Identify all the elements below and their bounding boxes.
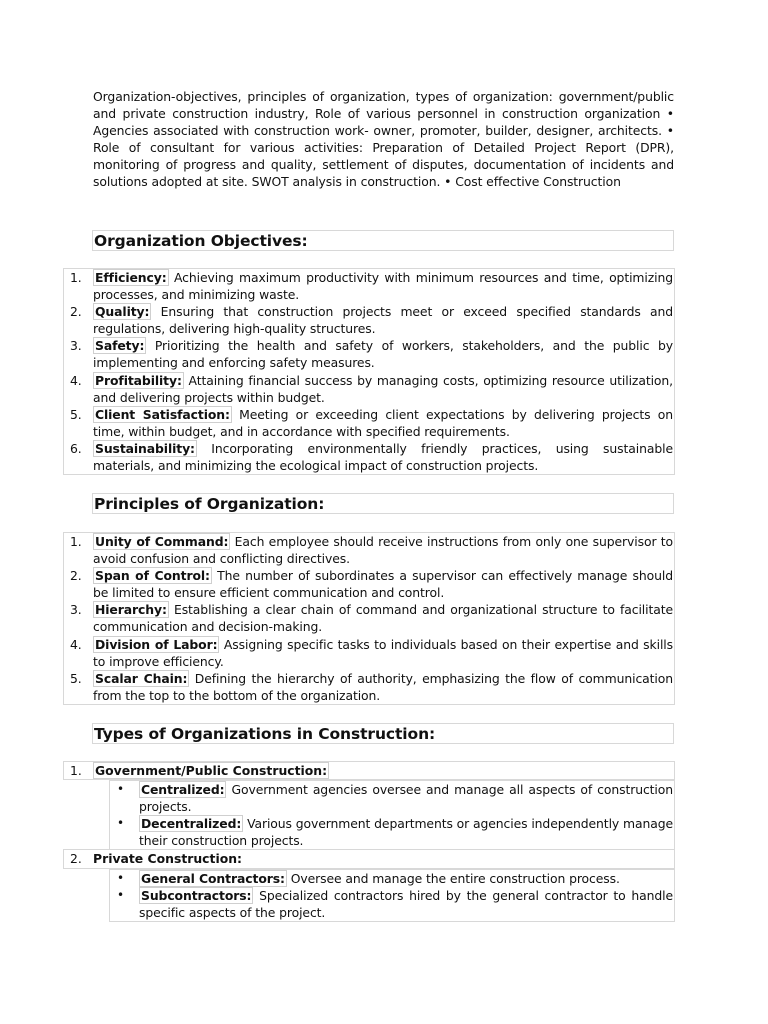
list-item	[64, 601, 674, 635]
type-group-header	[63, 761, 675, 780]
item-term: Efficiency:	[95, 270, 167, 285]
group-heading: Private Construction:	[93, 851, 242, 867]
item-term: Decentralized:	[141, 816, 242, 832]
bullet-item	[110, 781, 674, 815]
principles-heading: Principles of Organization:	[92, 493, 674, 514]
objectives-list	[63, 268, 675, 475]
item-number: 3.	[70, 602, 82, 618]
item-text: Oversee and manage the entire construction process.	[286, 870, 620, 886]
item-text: The number of subordinates a supervisor can effectively manage should be limited to ensure efficient communication and control.	[93, 568, 673, 601]
item-term: Division of Labor:	[95, 636, 218, 652]
item-text: Prioritizing the health and safety of workers, stakeholders, and the public by implementing and enforcing safety measures.	[93, 338, 673, 371]
list-item	[64, 670, 674, 704]
item-text: Establishing a clear chain of command and organizational structure to facilitate communication and decision-making.	[93, 602, 673, 635]
objectives-heading: Organization Objectives:	[92, 230, 674, 251]
bullet-icon: •	[117, 782, 124, 797]
types-list	[63, 761, 675, 922]
bullet-list	[109, 780, 675, 849]
item-term: Profitability:	[95, 372, 182, 388]
item-term: General Contractors:	[141, 870, 285, 886]
type-group-header	[63, 849, 675, 868]
item-term: Span of Control:	[95, 568, 210, 584]
item-number: 3.	[70, 338, 82, 354]
bullet-icon: •	[117, 870, 124, 885]
item-term: Scalar Chain:	[95, 670, 188, 686]
item-number: 6.	[70, 440, 82, 456]
item-term: Safety:	[95, 338, 145, 354]
item-number: 1.	[70, 270, 82, 285]
type-group	[63, 761, 675, 849]
types-heading: Types of Organizations in Construction:	[92, 723, 674, 744]
item-text: Each employee should receive instructions from only one supervisor to avoid confusion and conflicting directives.	[93, 534, 673, 567]
item-text: Government agencies oversee and manage all aspects of construction projects.	[139, 782, 673, 815]
item-number: 4.	[70, 636, 82, 652]
list-item	[64, 269, 674, 303]
item-text: Specialized contractors hired by the general contractor to handle specific aspects of the project.	[139, 887, 673, 920]
item-number: 1.	[70, 763, 82, 778]
bullet-list	[109, 869, 675, 922]
item-text: Meeting or exceeding client expectations by delivering projects on time, within budget, and in accordance with specified requirements.	[93, 406, 673, 439]
item-text: Achieving maximum productivity with minimum resources and time, optimizing processes, and minimizing waste.	[93, 270, 673, 303]
item-term: Subcontractors:	[141, 887, 252, 903]
item-term: Client Satisfaction:	[95, 406, 230, 422]
list-item	[64, 636, 674, 670]
item-term: Centralized:	[141, 782, 225, 798]
item-term: Sustainability:	[95, 440, 195, 456]
item-number: 1.	[70, 534, 82, 549]
item-text: Assigning specific tasks to individuals based on their expertise and skills to improve efficiency.	[93, 636, 673, 669]
item-number: 4.	[70, 372, 82, 388]
list-item	[64, 567, 674, 601]
item-term: Hierarchy:	[95, 602, 167, 618]
bullet-icon: •	[117, 887, 124, 902]
list-item	[64, 406, 674, 440]
item-text: Attaining financial success by managing costs, optimizing resource utilization, and delivering projects within budget.	[93, 372, 673, 405]
bullet-item	[110, 815, 674, 849]
bullet-icon: •	[117, 816, 124, 831]
list-item	[64, 533, 674, 567]
type-group	[63, 849, 675, 921]
principles-list	[63, 532, 675, 705]
item-number: 2.	[70, 304, 82, 320]
group-heading: Government/Public Construction:	[95, 763, 328, 778]
item-number: 2.	[70, 568, 82, 584]
list-item	[64, 303, 674, 337]
item-text: Various government departments or agencies independently manage their construction projects.	[139, 816, 673, 849]
item-number: 5.	[70, 670, 82, 686]
list-item	[64, 337, 674, 371]
item-number: 2.	[70, 851, 82, 867]
item-term: Unity of Command:	[95, 534, 229, 549]
list-item	[64, 440, 674, 474]
list-item	[64, 372, 674, 406]
item-text: Defining the hierarchy of authority, emphasizing the flow of communication from the top to the bottom of the organization.	[93, 670, 673, 703]
item-term: Quality:	[95, 304, 150, 320]
item-text: Ensuring that construction projects meet or exceed specified standards and regulations, delivering high-quality structures.	[93, 304, 673, 337]
intro-paragraph: Organization-objectives, principles of organization, types of organization: government/public and private construction industry, Role of various personnel in construction organization • Agencies associated with construction work- owner, promoter, builder, designer, architects. • Role of consultant for various activities: Preparation of Detailed Project Report (DPR), monitoring of progress and quality, settlement of disputes, documentation of incidents and solutions adopted at site. SWOT analysis in construction. • Cost effective Construction	[93, 89, 674, 190]
item-text: Incorporating environmentally friendly practices, using sustainable materials, and minimizing the ecological impact of construction projects.	[93, 440, 673, 474]
bullet-item	[110, 870, 674, 887]
bullet-item	[110, 887, 674, 921]
item-number: 5.	[70, 406, 82, 422]
